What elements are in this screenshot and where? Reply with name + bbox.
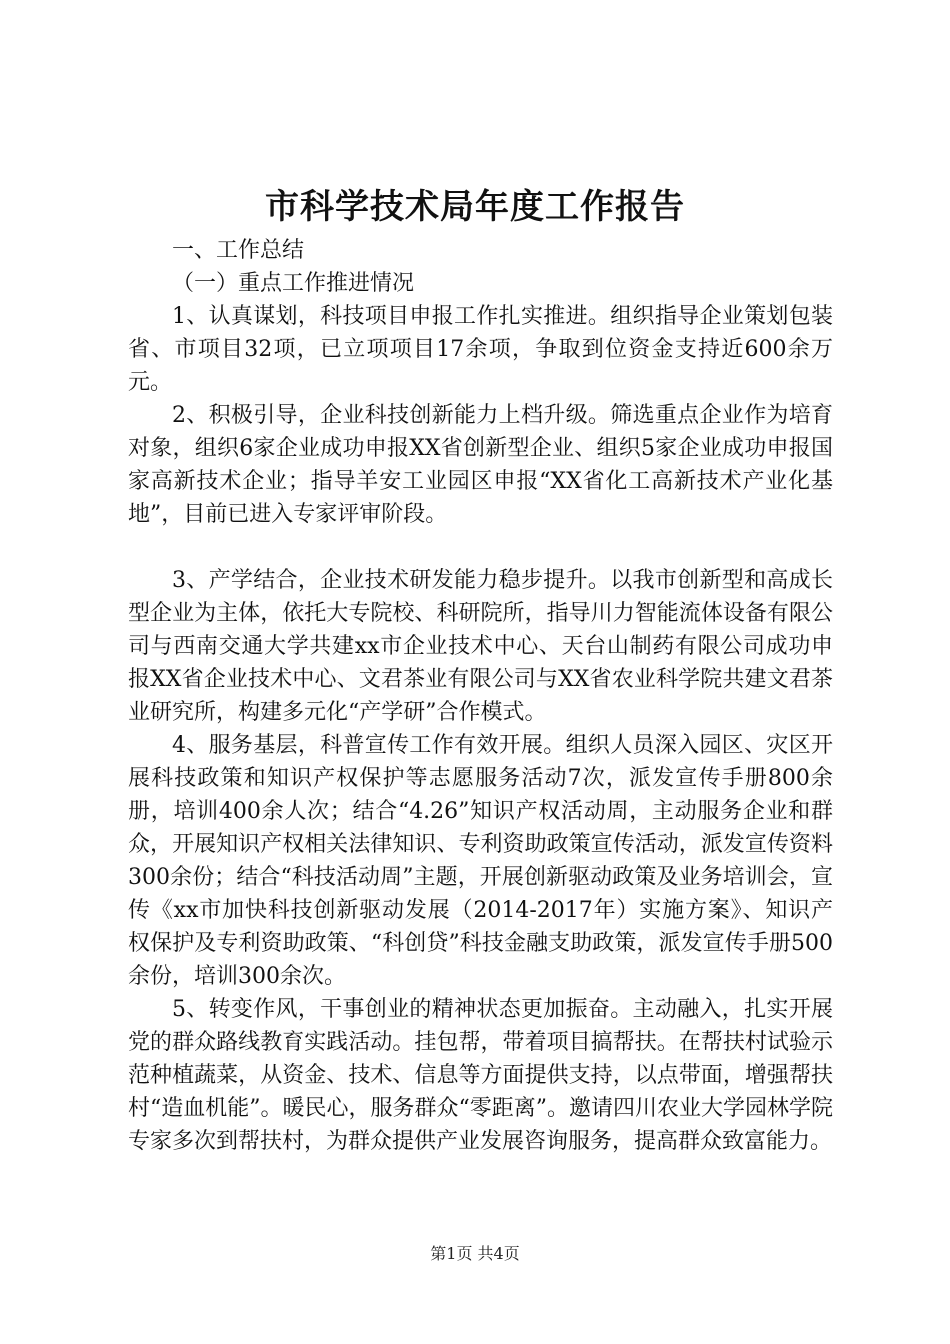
document-body xyxy=(128,234,833,1158)
subsection-heading: （一）重点工作推进情况 xyxy=(172,271,415,296)
paragraph-4: 4、服务基层，科普宣传工作有效开展。组织人员深入园区、灾区开展科技政策和知识产权保护等志愿服务活动7次，派发宣传手册800余册，培训400余人次；结合“4.26”知识产权活动周，主动服务企业和群众，开展知识产权相关法律知识、专利资助政策宣传活动，派发宣传资料300余份；结合“科技活动周”主题，开展创新驱动政策及业务培训会，宣传《xx市加快科技创新驱动发展（2014-2017年）实施方案》、知识产权保护及专利资助政策、“科创贷”科技金融支助政策，派发宣传手册500余份，培训300余次。 xyxy=(128,733,833,989)
paragraph-2: 2、积极引导，企业科技创新能力上档升级。筛选重点企业作为培育对象，组织6家企业成功申报XX省创新型企业、组织5家企业成功申报国家高新技术企业；指导羊安工业园区申报“XX省化工高新技术产业化基地”，目前已进入专家评审阶段。 xyxy=(128,403,833,527)
page-number-footer: 第1页 共4页 xyxy=(430,1244,520,1263)
paragraph-3: 3、产学结合，企业技术研发能力稳步提升。以我市创新型和高成长型企业为主体，依托大专院校、科研院所，指导川力智能流体设备有限公司与西南交通大学共建xx市企业技术中心、天台山制药有限公司成功申报XX省企业技术中心、文君茶业有限公司与XX省农业科学院共建文君茶业研究所，构建多元化“产学研”合作模式。 xyxy=(128,568,833,725)
paragraph-5: 5、转变作风，干事创业的精神状态更加振奋。主动融入，扎实开展党的群众路线教育实践活动。挂包帮，带着项目搞帮扶。在帮扶村试验示范种植蔬菜，从资金、技术、信息等方面提供支持，以点带面，增强帮扶村“造血机能”。暖民心，服务群众“零距离”。邀请四川农业大学园林学院专家多次到帮扶村，为群众提供产业发展咨询服务，提高群众致富能力。 xyxy=(128,997,833,1154)
document-title: 市科学技术局年度工作报告 xyxy=(265,187,685,227)
section-heading: 一、工作总结 xyxy=(172,238,305,263)
paragraph-spacer xyxy=(128,531,833,564)
paragraph-1: 1、认真谋划，科技项目申报工作扎实推进。组织指导企业策划包装省、市项目32项，已立项项目17余项，争取到位资金支持近600余万元。 xyxy=(128,304,833,395)
